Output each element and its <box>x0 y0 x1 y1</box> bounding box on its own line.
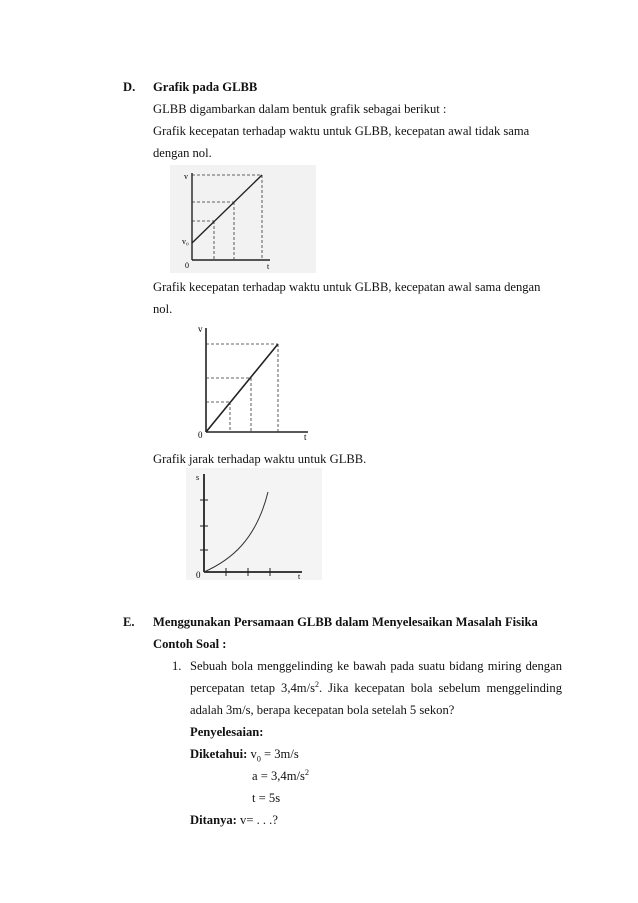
known-t-row: t = 5s <box>252 791 281 805</box>
section-e-letter: E. <box>123 615 135 629</box>
graph2-caption-line2: nol. <box>153 302 173 316</box>
g1-v0-label: v₀ <box>182 237 189 246</box>
graph1-caption-line1: Grafik kecepatan terhadap waktu untuk GLBB, kecepatan awal tidak sama <box>153 124 530 138</box>
section-d-title: Grafik pada GLBB <box>153 80 258 94</box>
problem-line2-a: percepatan tetap 3,4m/s <box>190 681 315 695</box>
g3-x-label: t <box>298 572 301 580</box>
asked-row <box>190 813 278 828</box>
velocity-time-graph-zero-initial <box>192 322 320 440</box>
g1-origin-label: 0 <box>185 261 189 270</box>
problem-line2-sup: 2 <box>314 679 319 689</box>
v0-subscript: 0 <box>256 754 261 764</box>
g2-y-label: v <box>198 324 203 334</box>
section-d-intro: GLBB digambarkan dalam bentuk grafik sebagai berikut : <box>153 102 447 116</box>
problem-line3: adalah 3m/s, berapa kecepatan bola setelah 5 sekon? <box>190 703 455 717</box>
section-e-subtitle: Contoh Soal : <box>153 637 227 651</box>
g2-origin-label: 0 <box>198 430 203 440</box>
g1-y-label: v <box>184 172 188 181</box>
a-sup: 2 <box>304 767 309 777</box>
graph2-caption-line1: Grafik kecepatan terhadap waktu untuk GLBB, kecepatan awal sama dengan <box>153 280 541 294</box>
problem-line2-b: . Jika kecepatan bola sebelum menggelinding <box>318 681 562 695</box>
section-e-title: Menggunakan Persamaan GLBB dalam Menyelesaikan Masalah Fisika <box>153 615 538 629</box>
asked-value: v= . . .? <box>236 813 278 827</box>
problem-number: 1. <box>172 659 182 673</box>
g3-origin-label: 0 <box>196 570 201 580</box>
asked-label: Ditanya: <box>190 813 237 827</box>
v0-symbol: v <box>250 747 257 761</box>
known-v0-row <box>190 747 299 762</box>
g2-x-label: t <box>304 432 307 440</box>
g3-y-label: s <box>196 473 200 482</box>
distance-time-graph <box>186 468 322 580</box>
known-a-row <box>252 769 309 784</box>
section-d-letter: D. <box>123 80 136 94</box>
a-value: a = 3,4m/s <box>252 769 305 783</box>
problem-line1: Sebuah bola menggelinding ke bawah pada suatu bidang miring dengan <box>190 659 562 673</box>
known-label: Diketahui: <box>190 747 248 761</box>
solution-label: Penyelesaian: <box>190 725 264 739</box>
v0-value: = 3m/s <box>260 747 299 761</box>
problem-line2 <box>190 681 562 696</box>
graph1-caption-line2: dengan nol. <box>153 146 212 160</box>
graph3-caption: Grafik jarak terhadap waktu untuk GLBB. <box>153 452 367 466</box>
g1-x-label: t <box>267 262 270 271</box>
velocity-line <box>206 344 278 432</box>
velocity-time-graph-nonzero-initial <box>170 165 316 273</box>
